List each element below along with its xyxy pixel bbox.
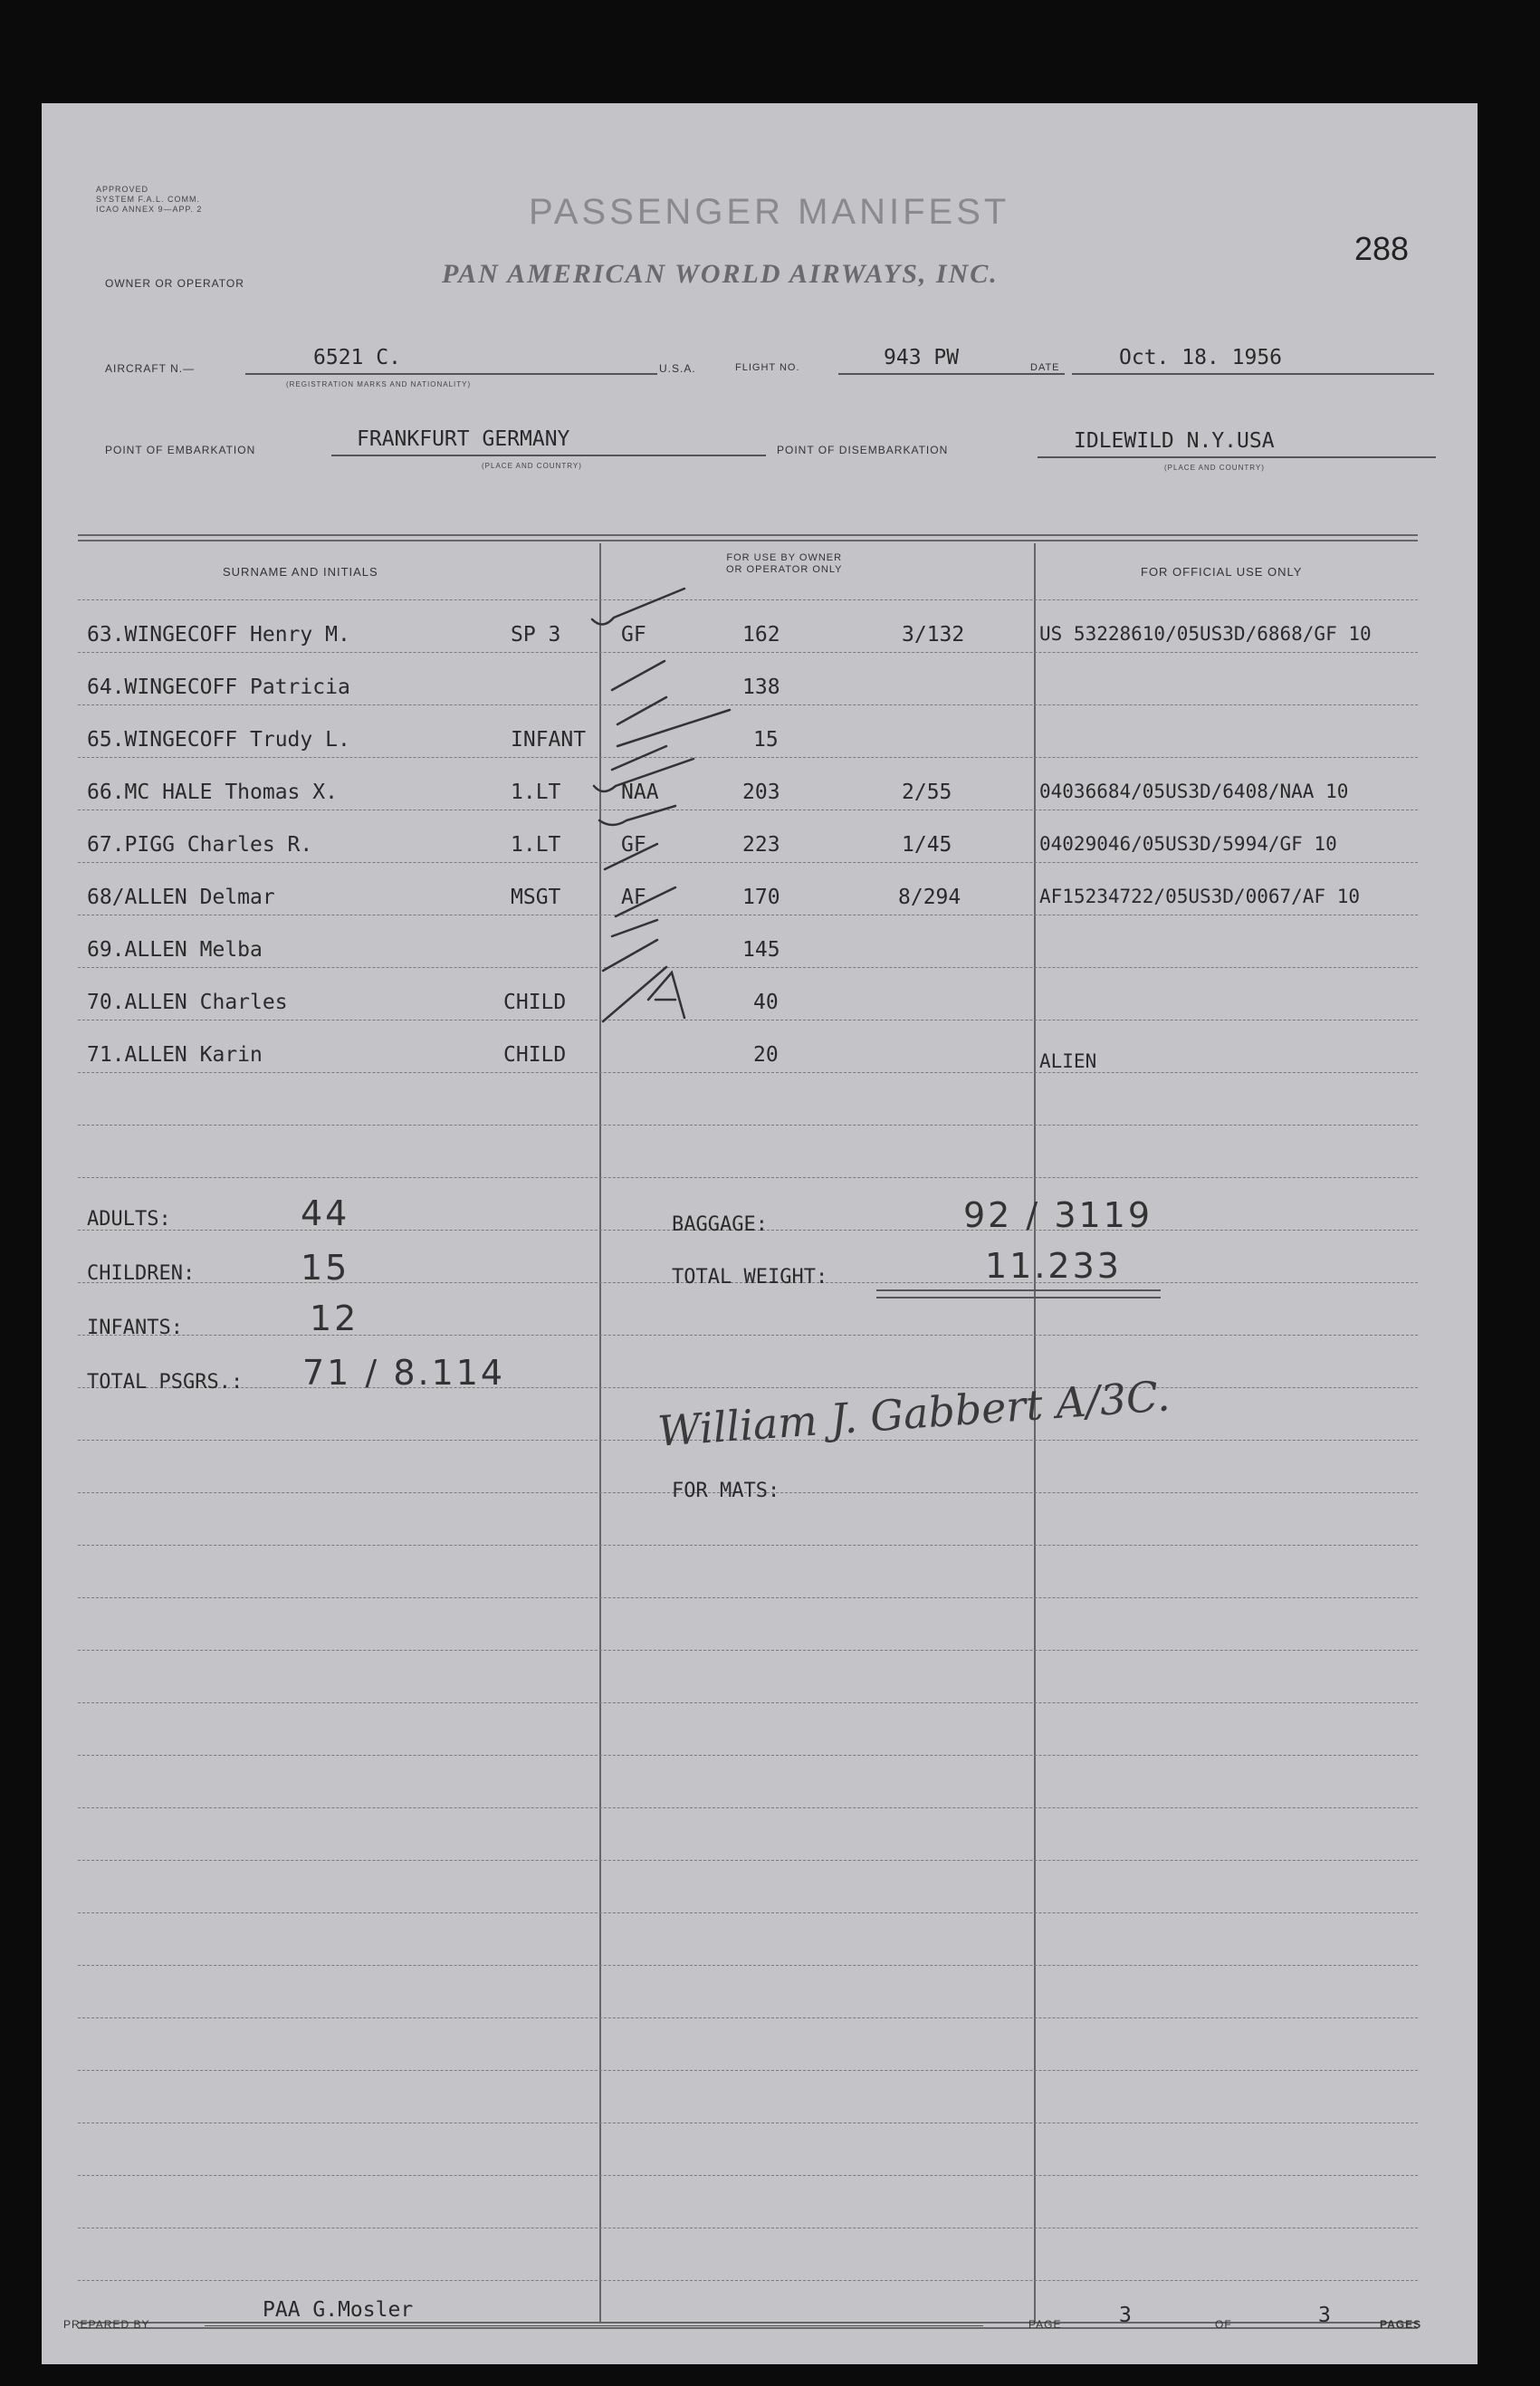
handwritten-check-marks [549,574,766,1081]
passenger-rank: INFANT [511,728,587,752]
passenger-code: GF [621,623,646,647]
infants-label: INFANTS: [87,1317,183,1339]
official-entry: 04036684/05US3D/6408/NAA 10 [1039,781,1349,802]
col-surname: SURNAME AND INITIALS [223,565,378,579]
passenger-weight: 40 [753,991,779,1014]
adults-count: 44 [301,1193,350,1233]
passenger-code: NAA [621,781,659,804]
signature: William J. Gabbert A/3C. [655,1371,1172,1456]
passenger-weight: 20 [753,1043,779,1067]
passenger-name: 68/ALLEN Delmar [87,886,275,909]
total-psgrs: 71 / 8.114 [302,1353,506,1393]
flight-date: Oct. 18. 1956 [1119,346,1283,369]
passenger-code: GF [621,833,646,857]
baggage-label: BAGGAGE: [672,1213,768,1236]
official-entry: 04029046/05US3D/5994/GF 10 [1039,833,1337,855]
passenger-rank: SP 3 [511,623,561,647]
infants-count: 12 [310,1298,359,1338]
page-label: PAGE [1028,2318,1062,2331]
embark-label: POINT OF EMBARKATION [105,444,256,456]
form-title: PASSENGER MANIFEST [529,192,1010,232]
disembark-label: POINT OF DISEMBARKATION [777,444,949,456]
passenger-weight: 138 [742,676,780,699]
col-owner-use: FOR USE BY OWNER OR OPERATOR ONLY [726,552,843,575]
owner-label: OWNER OR OPERATOR [105,277,244,290]
passenger-name: 63.WINGECOFF Henry M. [87,623,350,647]
disembark-place: IDLEWILD N.Y.USA [1074,429,1275,453]
passenger-name: 71.ALLEN Karin [87,1043,263,1067]
col-official: FOR OFFICIAL USE ONLY [1141,565,1303,579]
approval-stamp: APPROVED SYSTEM F.A.L. COMM. ICAO ANNEX 9—APP. 2 [96,185,203,214]
passenger-weight: 15 [753,728,779,752]
flight-no-label: FLIGHT NO. [735,362,800,373]
baggage-total: 92 / 3119 [963,1195,1153,1235]
passenger-rank: 1.LT [511,781,561,804]
passenger-weight: 170 [742,886,780,909]
passenger-code: AF [621,886,646,909]
total-weight-label: TOTAL WEIGHT: [672,1266,828,1289]
passenger-bags: 1/45 [902,833,952,857]
of-label: OF [1215,2318,1232,2331]
disembark-sublabel: (PLACE AND COUNTRY) [1164,464,1265,472]
passenger-bags: 8/294 [898,886,961,909]
passenger-weight: 162 [742,623,780,647]
official-entry: AF15234722/05US3D/0067/AF 10 [1039,886,1361,907]
embark-place: FRANKFURT GERMANY [357,427,570,451]
operator-name: PAN AMERICAN WORLD AIRWAYS, INC. [442,259,999,289]
passenger-weight: 223 [742,833,780,857]
flight-number: 943 PW [884,346,960,369]
aircraft-number: 6521 C. [313,346,401,369]
official-entry: ALIEN [1039,1050,1097,1072]
passenger-rank: CHILD [503,991,567,1014]
page-total: 3 [1318,2304,1331,2327]
total-weight: 11.233 [985,1246,1122,1286]
passenger-name: 69.ALLEN Melba [87,938,263,962]
passenger-name: 64.WINGECOFF Patricia [87,676,350,699]
passenger-name: 70.ALLEN Charles [87,991,288,1014]
adults-label: ADULTS: [87,1208,171,1231]
aircraft-label: AIRCRAFT N.— [105,362,196,375]
passenger-rank: 1.LT [511,833,561,857]
prepared-label: PREPARED BY [63,2318,150,2331]
passenger-name: 67.PIGG Charles R. [87,833,313,857]
aircraft-sublabel: (REGISTRATION MARKS AND NATIONALITY) [286,380,472,388]
total-psgrs-label: TOTAL PSGRS.: [87,1371,244,1394]
manifest-sheet [42,103,1478,2364]
date-label: DATE [1030,362,1060,373]
children-count: 15 [301,1248,350,1288]
for-mats-label: FOR MATS: [672,1480,780,1502]
pages-label: PAGES [1380,2318,1422,2331]
passenger-rank: MSGT [511,886,561,909]
children-label: CHILDREN: [87,1262,196,1285]
usa-label: U.S.A. [659,362,696,375]
official-entry: US 53228610/05US3D/6868/GF 10 [1039,623,1372,645]
passenger-bags: 3/132 [902,623,965,647]
sheet-number: 288 [1354,230,1410,267]
page-number: 3 [1119,2304,1132,2327]
passenger-rank: CHILD [503,1043,567,1067]
passenger-weight: 145 [742,938,780,962]
embark-sublabel: (PLACE AND COUNTRY) [482,462,582,470]
passenger-bags: 2/55 [902,781,952,804]
prepared-by: PAA G.Mosler [263,2298,414,2322]
passenger-weight: 203 [742,781,780,804]
passenger-name: 66.MC HALE Thomas X. [87,781,338,804]
passenger-name: 65.WINGECOFF Trudy L. [87,728,350,752]
